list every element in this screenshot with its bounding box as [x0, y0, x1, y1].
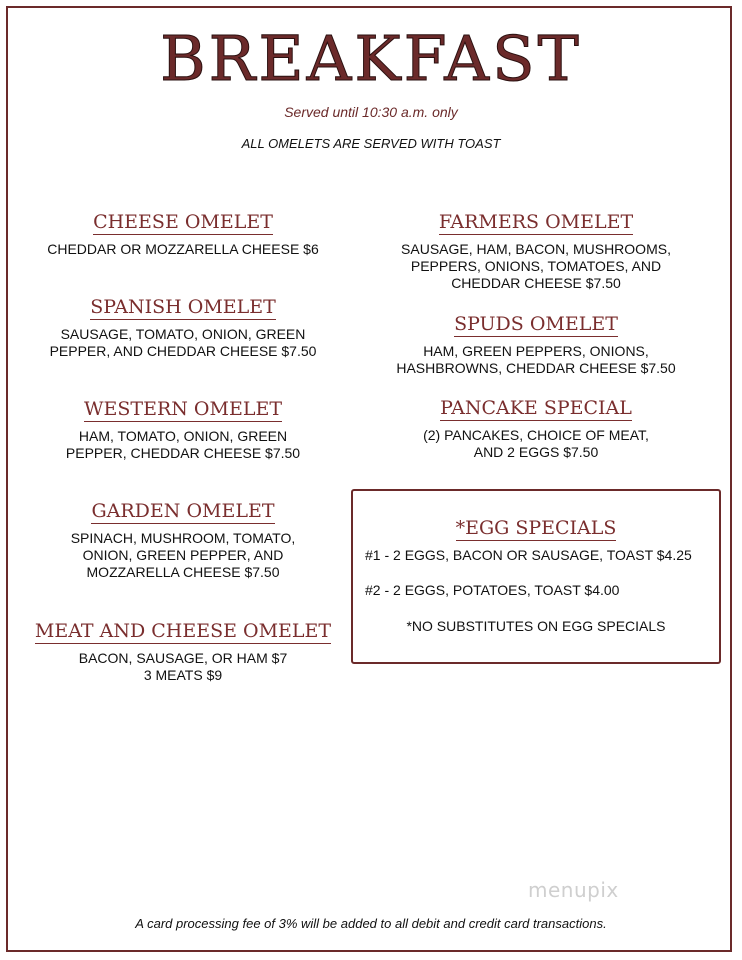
menu-item-western-omelet	[30, 398, 336, 462]
item-name: SPANISH OMELET	[90, 296, 276, 318]
toast-note: ALL OMELETS ARE SERVED WITH TOAST	[241, 136, 501, 151]
menu-item-pancake-special	[386, 397, 686, 461]
item-description: SAUSAGE, HAM, BACON, MUSHROOMS, PEPPERS, ONIONS, TOMATOES, AND CHEDDAR CHEESE $7.50	[401, 241, 671, 291]
menu-item-garden-omelet	[30, 500, 336, 581]
item-description: SAUSAGE, TOMATO, ONION, GREEN PEPPER, AND CHEDDAR CHEESE $7.50	[49, 326, 317, 359]
egg-specials-box	[351, 489, 721, 664]
egg-specials-note: *NO SUBSTITUTES ON EGG SPECIALS	[406, 618, 666, 634]
egg-special-1: #1 - 2 EGGS, BACON OR SAUSAGE, TOAST $4.25	[365, 547, 692, 563]
egg-specials-title	[353, 517, 719, 539]
menu-item-spanish-omelet	[30, 296, 336, 360]
item-name: SPUDS OMELET	[454, 313, 618, 335]
item-description: HAM, TOMATO, ONION, GREEN PEPPER, CHEDDAR CHEESE $7.50	[65, 428, 301, 461]
item-name: FARMERS OMELET	[438, 211, 634, 233]
item-name: CHEESE OMELET	[93, 211, 273, 233]
item-name: MEAT AND CHEESE OMELET	[34, 620, 332, 642]
egg-special-2: #2 - 2 EGGS, POTATOES, TOAST $4.00	[365, 582, 620, 598]
served-until-note: Served until 10:30 a.m. only	[284, 104, 458, 120]
item-name: WESTERN OMELET	[84, 398, 282, 420]
menu-item-meat-and-cheese-omelet	[30, 620, 336, 684]
egg-specials-title-text: *EGG SPECIALS	[455, 517, 617, 539]
page-title: BREAKFAST	[160, 22, 582, 95]
watermark-logo: menupix	[528, 878, 619, 902]
item-description: BACON, SAUSAGE, OR HAM $7 3 MEATS $9	[78, 650, 288, 683]
item-name: GARDEN OMELET	[91, 500, 275, 522]
item-description: SPINACH, MUSHROOM, TOMATO, ONION, GREEN PEPPER, AND MOZZARELLA CHEESE $7.50	[70, 530, 296, 580]
item-name: PANCAKE SPECIAL	[440, 397, 632, 419]
menu-item-cheese-omelet	[30, 211, 336, 258]
menu-item-farmers-omelet	[386, 211, 686, 292]
card-fee-note: A card processing fee of 3% will be added to all debit and credit card transactions.	[135, 916, 607, 931]
item-description: CHEDDAR OR MOZZARELLA CHEESE $6	[47, 241, 319, 257]
item-description: (2) PANCAKES, CHOICE OF MEAT, AND 2 EGGS $7.50	[423, 427, 649, 460]
item-description: HAM, GREEN PEPPERS, ONIONS, HASHBROWNS, CHEDDAR CHEESE $7.50	[396, 343, 676, 376]
menu-item-spuds-omelet	[386, 313, 686, 377]
